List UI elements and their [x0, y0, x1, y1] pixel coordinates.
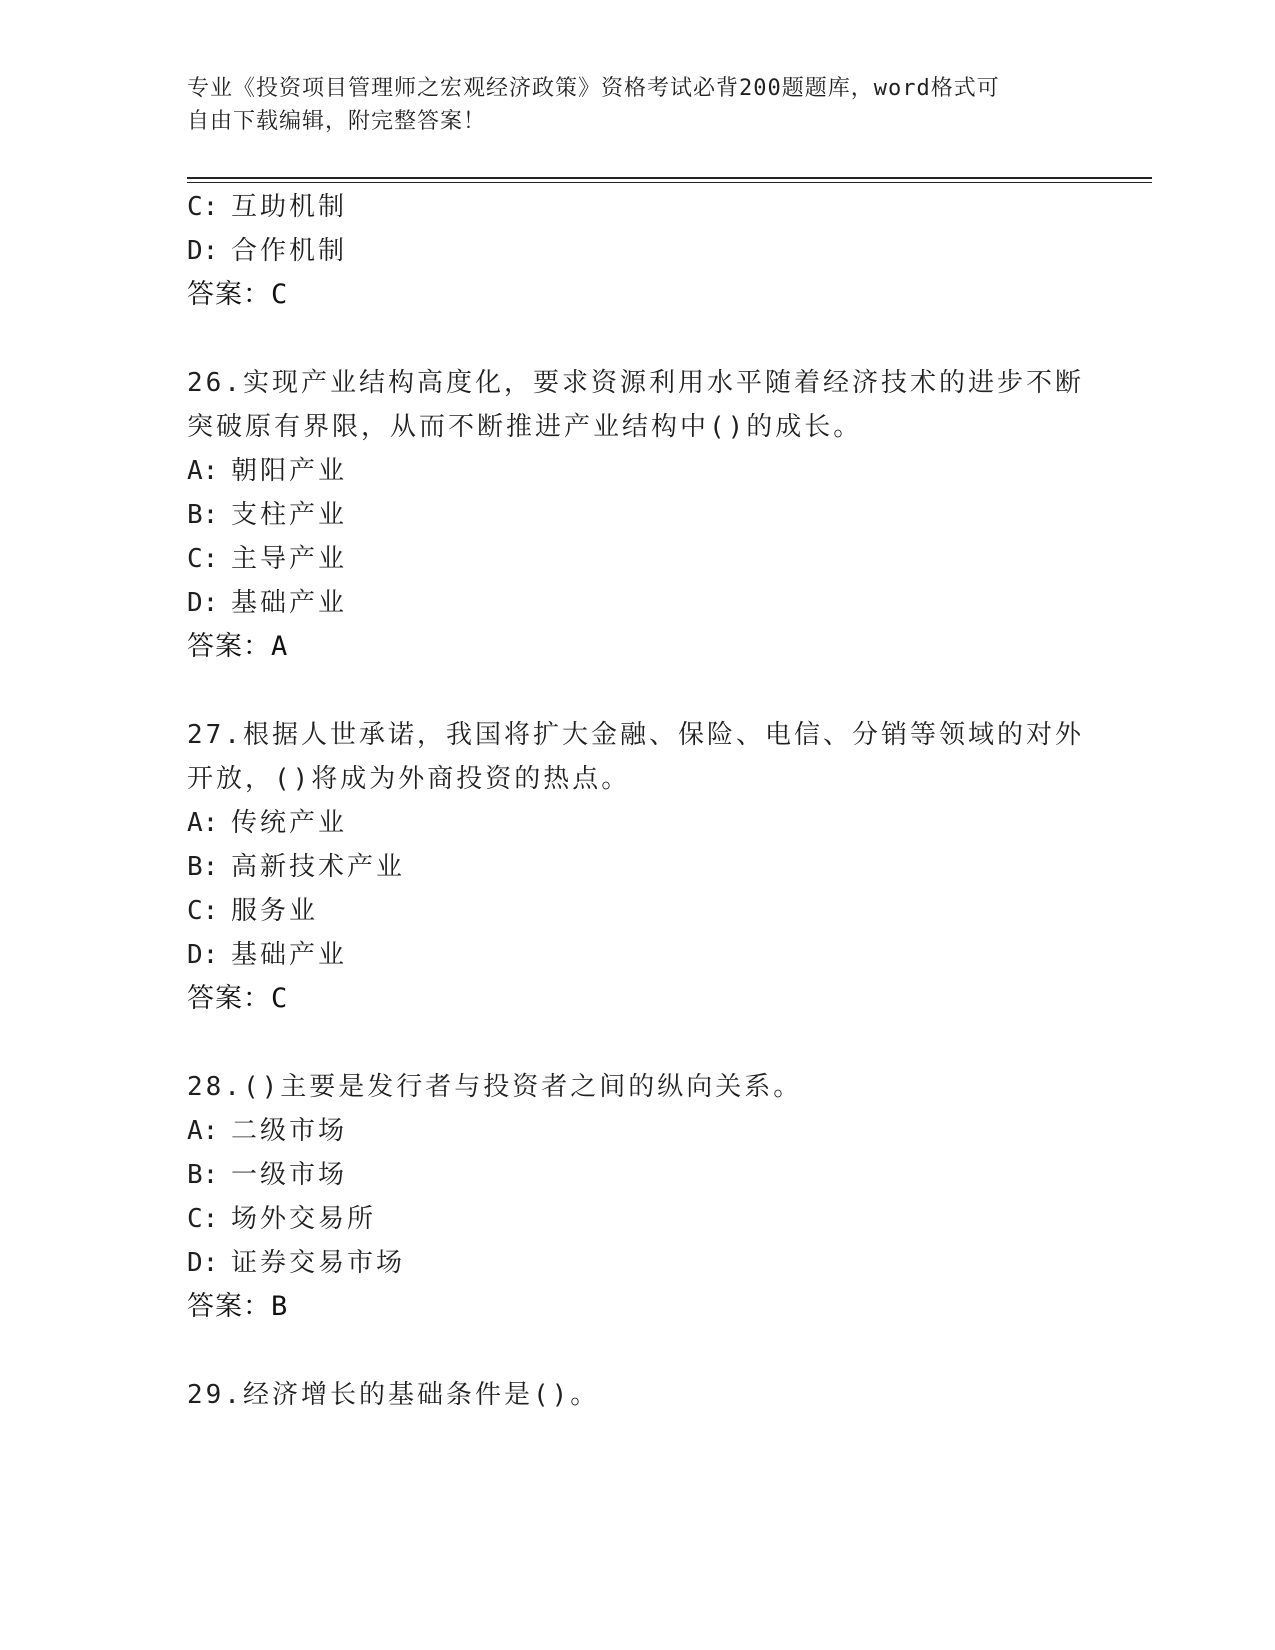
- answer-label: 答案：: [187, 1291, 271, 1322]
- answer-label: 答案：: [187, 279, 271, 310]
- page-header: [187, 72, 1067, 138]
- option-text: 一级市场: [231, 1160, 348, 1190]
- header-line-2: 自由下载编辑，附完整答案！: [187, 109, 487, 134]
- option-item: [187, 1246, 405, 1280]
- answer-value: B: [271, 1291, 289, 1322]
- option-item: [187, 1114, 347, 1148]
- header-line-1: 专业《投资项目管理师之宏观经济政策》资格考试必背200题题库，word格式可: [187, 76, 1000, 101]
- answer-line: [187, 630, 288, 664]
- option-item: [187, 806, 347, 840]
- option-letter: A:: [187, 808, 219, 838]
- answer-label: 答案：: [187, 983, 271, 1014]
- answer-value: A: [271, 631, 289, 662]
- option-item: [187, 190, 347, 224]
- option-text: 基础产业: [231, 588, 348, 618]
- answer-label: 答案：: [187, 631, 271, 662]
- answer-value: C: [271, 983, 289, 1014]
- option-text: 传统产业: [231, 808, 348, 838]
- answer-line: [187, 278, 288, 312]
- option-letter: A:: [187, 456, 219, 486]
- question-stem-line: 26.实现产业结构高度化，要求资源利用水平随着经济技术的进步不断: [187, 368, 1084, 398]
- option-letter: C:: [187, 544, 219, 574]
- question-stem-line: 开放，()将成为外商投资的热点。: [187, 764, 631, 794]
- option-item: [187, 234, 347, 268]
- option-letter: D:: [187, 940, 219, 970]
- option-item: [187, 1202, 376, 1236]
- option-letter: B:: [187, 1160, 219, 1190]
- option-item: [187, 894, 318, 928]
- option-item: [187, 586, 347, 620]
- option-letter: D:: [187, 588, 219, 618]
- answer-line: [187, 1290, 288, 1324]
- option-text: 二级市场: [231, 1116, 348, 1146]
- question-stem-line: 27.根据人世承诺，我国将扩大金融、保险、电信、分销等领域的对外: [187, 720, 1084, 750]
- answer-value: C: [271, 279, 289, 310]
- question-stem-line: 突破原有界限，从而不断推进产业结构中()的成长。: [187, 412, 863, 442]
- option-text: 主导产业: [231, 544, 348, 574]
- option-item: [187, 542, 347, 576]
- option-item: [187, 498, 347, 532]
- option-text: 支柱产业: [231, 500, 348, 530]
- option-item: [187, 850, 405, 884]
- option-text: 基础产业: [231, 940, 348, 970]
- header-divider-thin: [187, 182, 1152, 183]
- option-letter: B:: [187, 852, 219, 882]
- option-letter: A:: [187, 1116, 219, 1146]
- option-text: 互助机制: [231, 192, 348, 222]
- option-text: 朝阳产业: [231, 456, 348, 486]
- option-letter: B:: [187, 500, 219, 530]
- question-stem-line: 28.()主要是发行者与投资者之间的纵向关系。: [187, 1072, 803, 1102]
- option-letter: C:: [187, 896, 219, 926]
- option-text: 证券交易市场: [231, 1248, 406, 1278]
- option-item: [187, 938, 347, 972]
- question-stem-line: 29.经济增长的基础条件是()。: [187, 1380, 600, 1410]
- option-letter: D:: [187, 236, 219, 266]
- option-text: 高新技术产业: [231, 852, 406, 882]
- option-text: 场外交易所: [231, 1204, 377, 1234]
- option-item: [187, 1158, 347, 1192]
- header-divider-thick: [187, 177, 1152, 179]
- option-text: 服务业: [231, 896, 319, 926]
- option-text: 合作机制: [231, 236, 348, 266]
- option-letter: C:: [187, 192, 219, 222]
- answer-line: [187, 982, 288, 1016]
- option-item: [187, 454, 347, 488]
- option-letter: C:: [187, 1204, 219, 1234]
- option-letter: D:: [187, 1248, 219, 1278]
